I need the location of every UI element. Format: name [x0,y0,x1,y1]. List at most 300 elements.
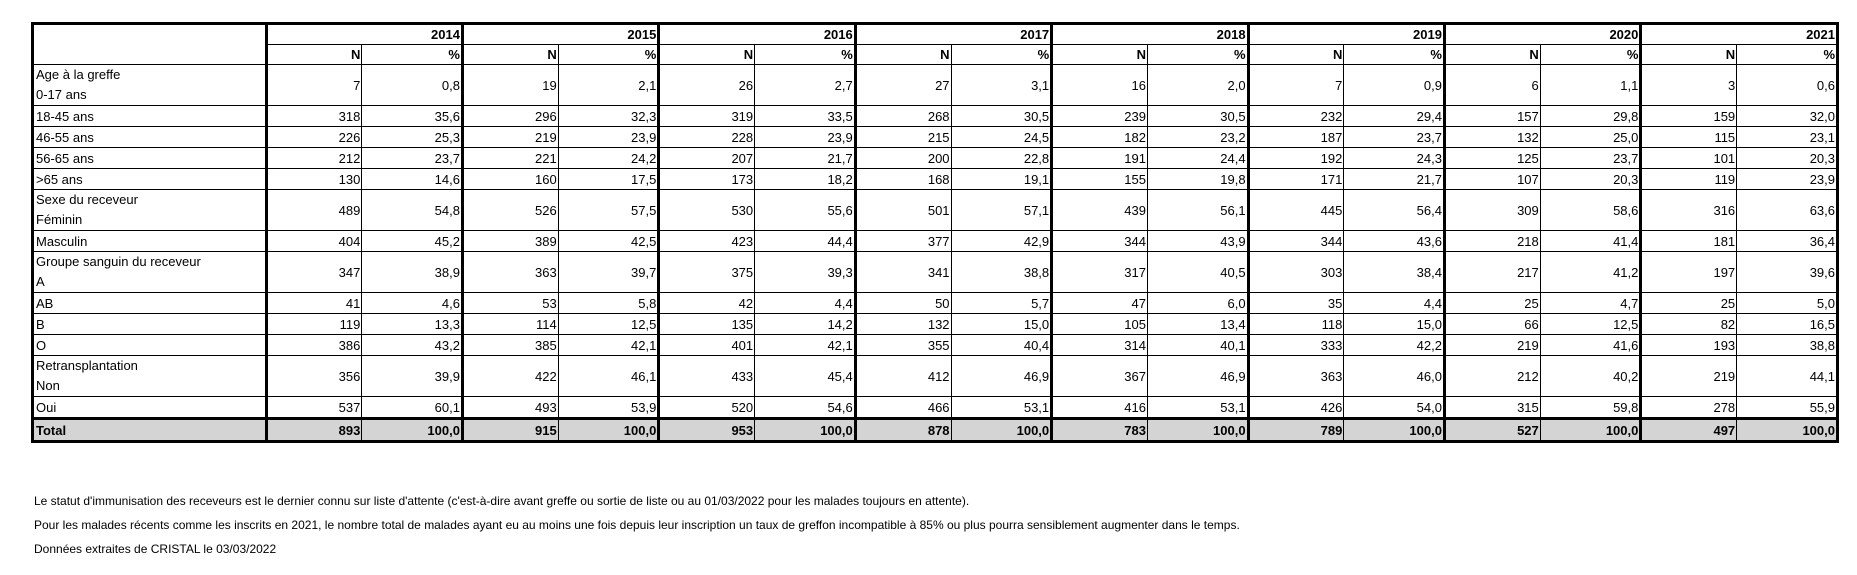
percent-cell: 42,2 [1344,335,1445,356]
count-cell: 114 [462,314,558,335]
total-count-cell: 915 [462,419,558,442]
count-cell: 35 [1248,293,1344,314]
percent-cell: 14,6 [362,169,463,190]
total-percent-cell: 100,0 [1147,419,1248,442]
count-cell: 303 [1248,252,1344,293]
percent-cell: 24,2 [558,148,659,169]
percent-cell: 6,0 [1147,293,1248,314]
percent-cell: 45,2 [362,231,463,252]
count-cell: 501 [855,190,951,231]
percent-cell: 19,1 [951,169,1052,190]
count-cell: 530 [659,190,755,231]
count-cell: 375 [659,252,755,293]
row-label [33,335,267,356]
count-cell: 42 [659,293,755,314]
row-category-label: Féminin [36,212,83,227]
count-cell: 130 [266,169,362,190]
count-cell: 537 [266,397,362,419]
count-cell: 66 [1444,314,1540,335]
percent-cell: 39,7 [558,252,659,293]
subheader-n: N [462,45,558,65]
row-label [33,190,267,231]
total-percent-cell: 100,0 [755,419,856,442]
count-cell: 314 [1052,335,1148,356]
table-row [33,335,1838,356]
table-row [33,293,1838,314]
table-row [33,169,1838,190]
table-row [33,397,1838,419]
percent-cell: 23,2 [1147,127,1248,148]
percent-cell: 46,9 [1147,356,1248,397]
footnote-immunisation: Le statut d'immunisation des receveurs est le dernier connu sur liste d'attente (c'est-à-dire avant greffe ou sortie de liste ou au 01/03/2022 pour les malades toujours en attente). [34,494,970,508]
percent-cell: 39,3 [755,252,856,293]
count-cell: 25 [1641,293,1737,314]
percent-cell: 24,5 [951,127,1052,148]
percent-cell: 23,7 [1540,148,1641,169]
count-cell: 356 [266,356,362,397]
count-cell: 367 [1052,356,1148,397]
row-category-label: A [36,274,45,289]
count-cell: 7 [1248,65,1344,106]
table-row [33,106,1838,127]
count-cell: 433 [659,356,755,397]
percent-cell: 24,3 [1344,148,1445,169]
count-cell: 386 [266,335,362,356]
count-cell: 197 [1641,252,1737,293]
count-cell: 226 [266,127,362,148]
count-cell: 125 [1444,148,1540,169]
percent-cell: 20,3 [1737,148,1838,169]
row-category-label: Masculin [36,233,88,249]
percent-cell: 23,7 [1344,127,1445,148]
percent-cell: 38,4 [1344,252,1445,293]
row-category-label: B [36,316,45,332]
percent-cell: 41,4 [1540,231,1641,252]
row-category-label: Non [36,378,60,393]
percent-cell: 22,8 [951,148,1052,169]
year-header-row [33,24,1838,45]
count-cell: 385 [462,335,558,356]
percent-cell: 43,6 [1344,231,1445,252]
row-category-label: Oui [36,399,57,415]
year-header: 2020 [1444,24,1640,45]
percent-cell: 16,5 [1737,314,1838,335]
percent-cell: 42,9 [951,231,1052,252]
percent-cell: 0,9 [1344,65,1445,106]
count-cell: 25 [1444,293,1540,314]
row-label [33,293,267,314]
percent-cell: 19,8 [1147,169,1248,190]
total-count-cell: 878 [855,419,951,442]
percent-cell: 24,4 [1147,148,1248,169]
year-header: 2019 [1248,24,1444,45]
subheader-percent: % [1344,45,1445,65]
total-percent-cell: 100,0 [1737,419,1838,442]
total-count-cell: 497 [1641,419,1737,442]
percent-cell: 2,1 [558,65,659,106]
percent-cell: 42,1 [755,335,856,356]
percent-cell: 0,6 [1737,65,1838,106]
count-cell: 215 [855,127,951,148]
percent-cell: 56,1 [1147,190,1248,231]
count-cell: 219 [1641,356,1737,397]
percent-cell: 38,8 [951,252,1052,293]
row-label [33,169,267,190]
count-cell: 212 [1444,356,1540,397]
count-cell: 171 [1248,169,1344,190]
count-cell: 135 [659,314,755,335]
count-cell: 101 [1641,148,1737,169]
count-cell: 239 [1052,106,1148,127]
subheader-n: N [1444,45,1540,65]
percent-cell: 4,4 [1344,293,1445,314]
subheader-n: N [659,45,755,65]
count-cell: 115 [1641,127,1737,148]
count-cell: 412 [855,356,951,397]
subheader-n: N [266,45,362,65]
percent-cell: 32,3 [558,106,659,127]
statistics-table [31,22,1839,443]
count-cell: 319 [659,106,755,127]
count-cell: 187 [1248,127,1344,148]
subheader-row [33,45,1838,65]
percent-cell: 4,4 [755,293,856,314]
percent-cell: 56,4 [1344,190,1445,231]
percent-cell: 14,2 [755,314,856,335]
percent-cell: 12,5 [1540,314,1641,335]
row-category-label: 56-65 ans [36,150,94,166]
count-cell: 53 [462,293,558,314]
table-row [33,231,1838,252]
percent-cell: 39,6 [1737,252,1838,293]
row-label [33,148,267,169]
count-cell: 173 [659,169,755,190]
row-group-label: Sexe du receveur [36,192,138,207]
percent-cell: 38,8 [1737,335,1838,356]
count-cell: 347 [266,252,362,293]
percent-cell: 18,2 [755,169,856,190]
row-label [33,106,267,127]
percent-cell: 12,5 [558,314,659,335]
subheader-n: N [1248,45,1344,65]
row-label [33,397,267,419]
count-cell: 160 [462,169,558,190]
percent-cell: 15,0 [951,314,1052,335]
row-category-label: O [36,337,47,353]
count-cell: 363 [462,252,558,293]
year-header: 2015 [462,24,658,45]
total-count-cell: 953 [659,419,755,442]
footnote-recent-patients: Pour les malades récents comme les inscrits en 2021, le nombre total de malades ayant eu au moins une fois depuis leur inscription un taux de greffon incompatible à 85% ou plus pourra sensiblement augmenter dans le temps. [34,518,1240,532]
count-cell: 47 [1052,293,1148,314]
count-cell: 157 [1444,106,1540,127]
count-cell: 344 [1248,231,1344,252]
row-category-label: 18-45 ans [36,108,94,124]
count-cell: 333 [1248,335,1344,356]
count-cell: 341 [855,252,951,293]
count-cell: 355 [855,335,951,356]
row-label [33,231,267,252]
year-header: 2018 [1052,24,1248,45]
percent-cell: 59,8 [1540,397,1641,419]
percent-cell: 42,5 [558,231,659,252]
count-cell: 445 [1248,190,1344,231]
count-cell: 7 [266,65,362,106]
total-row [33,419,1838,442]
table-row [33,65,1838,106]
count-cell: 404 [266,231,362,252]
percent-cell: 55,6 [755,190,856,231]
row-label [33,65,267,106]
total-label: Total [33,419,267,442]
count-cell: 268 [855,106,951,127]
percent-cell: 5,0 [1737,293,1838,314]
percent-cell: 39,9 [362,356,463,397]
count-cell: 6 [1444,65,1540,106]
percent-cell: 42,1 [558,335,659,356]
percent-cell: 41,2 [1540,252,1641,293]
table-row [33,190,1838,231]
footnote-data-source: Données extraites de CRISTAL le 03/03/2022 [34,542,277,556]
percent-cell: 46,1 [558,356,659,397]
percent-cell: 40,5 [1147,252,1248,293]
footnotes [34,489,1240,561]
subheader-percent: % [558,45,659,65]
table-row [33,314,1838,335]
count-cell: 132 [855,314,951,335]
count-cell: 26 [659,65,755,106]
count-cell: 19 [462,65,558,106]
count-cell: 296 [462,106,558,127]
count-cell: 181 [1641,231,1737,252]
count-cell: 105 [1052,314,1148,335]
row-category-label: AB [36,295,54,311]
percent-cell: 46,0 [1344,356,1445,397]
table-row [33,148,1838,169]
percent-cell: 15,0 [1344,314,1445,335]
subheader-percent: % [362,45,463,65]
percent-cell: 44,1 [1737,356,1838,397]
total-percent-cell: 100,0 [1540,419,1641,442]
count-cell: 318 [266,106,362,127]
percent-cell: 54,8 [362,190,463,231]
count-cell: 16 [1052,65,1148,106]
percent-cell: 46,9 [951,356,1052,397]
count-cell: 316 [1641,190,1737,231]
percent-cell: 54,0 [1344,397,1445,419]
count-cell: 50 [855,293,951,314]
count-cell: 119 [266,314,362,335]
percent-cell: 5,7 [951,293,1052,314]
count-cell: 119 [1641,169,1737,190]
percent-cell: 53,1 [1147,397,1248,419]
count-cell: 489 [266,190,362,231]
percent-cell: 36,4 [1737,231,1838,252]
row-category-label: 46-55 ans [36,129,94,145]
percent-cell: 41,6 [1540,335,1641,356]
count-cell: 344 [1052,231,1148,252]
count-cell: 526 [462,190,558,231]
count-cell: 221 [462,148,558,169]
count-cell: 520 [659,397,755,419]
total-percent-cell: 100,0 [1344,419,1445,442]
count-cell: 212 [266,148,362,169]
count-cell: 401 [659,335,755,356]
year-header: 2017 [855,24,1051,45]
subheader-percent: % [1540,45,1641,65]
table-row [33,252,1838,293]
subheader-n: N [855,45,951,65]
count-cell: 389 [462,231,558,252]
percent-cell: 40,2 [1540,356,1641,397]
percent-cell: 35,6 [362,106,463,127]
count-cell: 219 [1444,335,1540,356]
percent-cell: 44,4 [755,231,856,252]
percent-cell: 21,7 [755,148,856,169]
count-cell: 27 [855,65,951,106]
subheader-n: N [1052,45,1148,65]
total-count-cell: 783 [1052,419,1148,442]
row-category-label: 0-17 ans [36,87,87,102]
row-group-label: Retransplantation [36,358,138,373]
count-cell: 377 [855,231,951,252]
count-cell: 118 [1248,314,1344,335]
percent-cell: 13,4 [1147,314,1248,335]
row-label [33,314,267,335]
count-cell: 278 [1641,397,1737,419]
percent-cell: 57,1 [951,190,1052,231]
table-row [33,356,1838,397]
count-cell: 217 [1444,252,1540,293]
total-count-cell: 527 [1444,419,1540,442]
percent-cell: 23,7 [362,148,463,169]
percent-cell: 53,9 [558,397,659,419]
count-cell: 416 [1052,397,1148,419]
count-cell: 132 [1444,127,1540,148]
total-percent-cell: 100,0 [362,419,463,442]
count-cell: 466 [855,397,951,419]
count-cell: 159 [1641,106,1737,127]
subheader-n: N [1641,45,1737,65]
percent-cell: 45,4 [755,356,856,397]
percent-cell: 57,5 [558,190,659,231]
count-cell: 422 [462,356,558,397]
percent-cell: 43,2 [362,335,463,356]
percent-cell: 43,9 [1147,231,1248,252]
percent-cell: 17,5 [558,169,659,190]
row-group-label: Groupe sanguin du receveur [36,254,201,269]
count-cell: 317 [1052,252,1148,293]
percent-cell: 53,1 [951,397,1052,419]
row-label [33,356,267,397]
percent-cell: 33,5 [755,106,856,127]
subheader-percent: % [1147,45,1248,65]
row-group-label: Age à la greffe [36,67,121,82]
percent-cell: 21,7 [1344,169,1445,190]
percent-cell: 2,7 [755,65,856,106]
percent-cell: 25,3 [362,127,463,148]
percent-cell: 58,6 [1540,190,1641,231]
percent-cell: 5,8 [558,293,659,314]
row-label [33,127,267,148]
year-header: 2021 [1641,24,1838,45]
percent-cell: 0,8 [362,65,463,106]
count-cell: 41 [266,293,362,314]
count-cell: 439 [1052,190,1148,231]
row-label [33,252,267,293]
count-cell: 207 [659,148,755,169]
percent-cell: 29,8 [1540,106,1641,127]
total-count-cell: 789 [1248,419,1344,442]
count-cell: 218 [1444,231,1540,252]
percent-cell: 13,3 [362,314,463,335]
percent-cell: 30,5 [951,106,1052,127]
count-cell: 191 [1052,148,1148,169]
percent-cell: 54,6 [755,397,856,419]
percent-cell: 32,0 [1737,106,1838,127]
percent-cell: 23,1 [1737,127,1838,148]
count-cell: 426 [1248,397,1344,419]
year-header: 2016 [659,24,855,45]
count-cell: 493 [462,397,558,419]
count-cell: 228 [659,127,755,148]
count-cell: 200 [855,148,951,169]
percent-cell: 23,9 [1737,169,1838,190]
total-percent-cell: 100,0 [558,419,659,442]
percent-cell: 40,4 [951,335,1052,356]
percent-cell: 29,4 [1344,106,1445,127]
row-category-label: >65 ans [36,171,83,187]
percent-cell: 1,1 [1540,65,1641,106]
count-cell: 363 [1248,356,1344,397]
year-header: 2014 [266,24,462,45]
percent-cell: 3,1 [951,65,1052,106]
percent-cell: 4,7 [1540,293,1641,314]
subheader-percent: % [1737,45,1838,65]
percent-cell: 40,1 [1147,335,1248,356]
total-percent-cell: 100,0 [951,419,1052,442]
count-cell: 182 [1052,127,1148,148]
count-cell: 315 [1444,397,1540,419]
count-cell: 82 [1641,314,1737,335]
count-cell: 309 [1444,190,1540,231]
percent-cell: 25,0 [1540,127,1641,148]
percent-cell: 23,9 [558,127,659,148]
count-cell: 193 [1641,335,1737,356]
count-cell: 107 [1444,169,1540,190]
count-cell: 155 [1052,169,1148,190]
percent-cell: 4,6 [362,293,463,314]
percent-cell: 20,3 [1540,169,1641,190]
count-cell: 232 [1248,106,1344,127]
percent-cell: 63,6 [1737,190,1838,231]
percent-cell: 60,1 [362,397,463,419]
percent-cell: 2,0 [1147,65,1248,106]
percent-cell: 55,9 [1737,397,1838,419]
total-count-cell: 893 [266,419,362,442]
subheader-percent: % [755,45,856,65]
count-cell: 219 [462,127,558,148]
table-row [33,127,1838,148]
count-cell: 3 [1641,65,1737,106]
count-cell: 168 [855,169,951,190]
count-cell: 423 [659,231,755,252]
percent-cell: 23,9 [755,127,856,148]
subheader-percent: % [951,45,1052,65]
corner-cell [33,24,267,65]
count-cell: 192 [1248,148,1344,169]
percent-cell: 30,5 [1147,106,1248,127]
